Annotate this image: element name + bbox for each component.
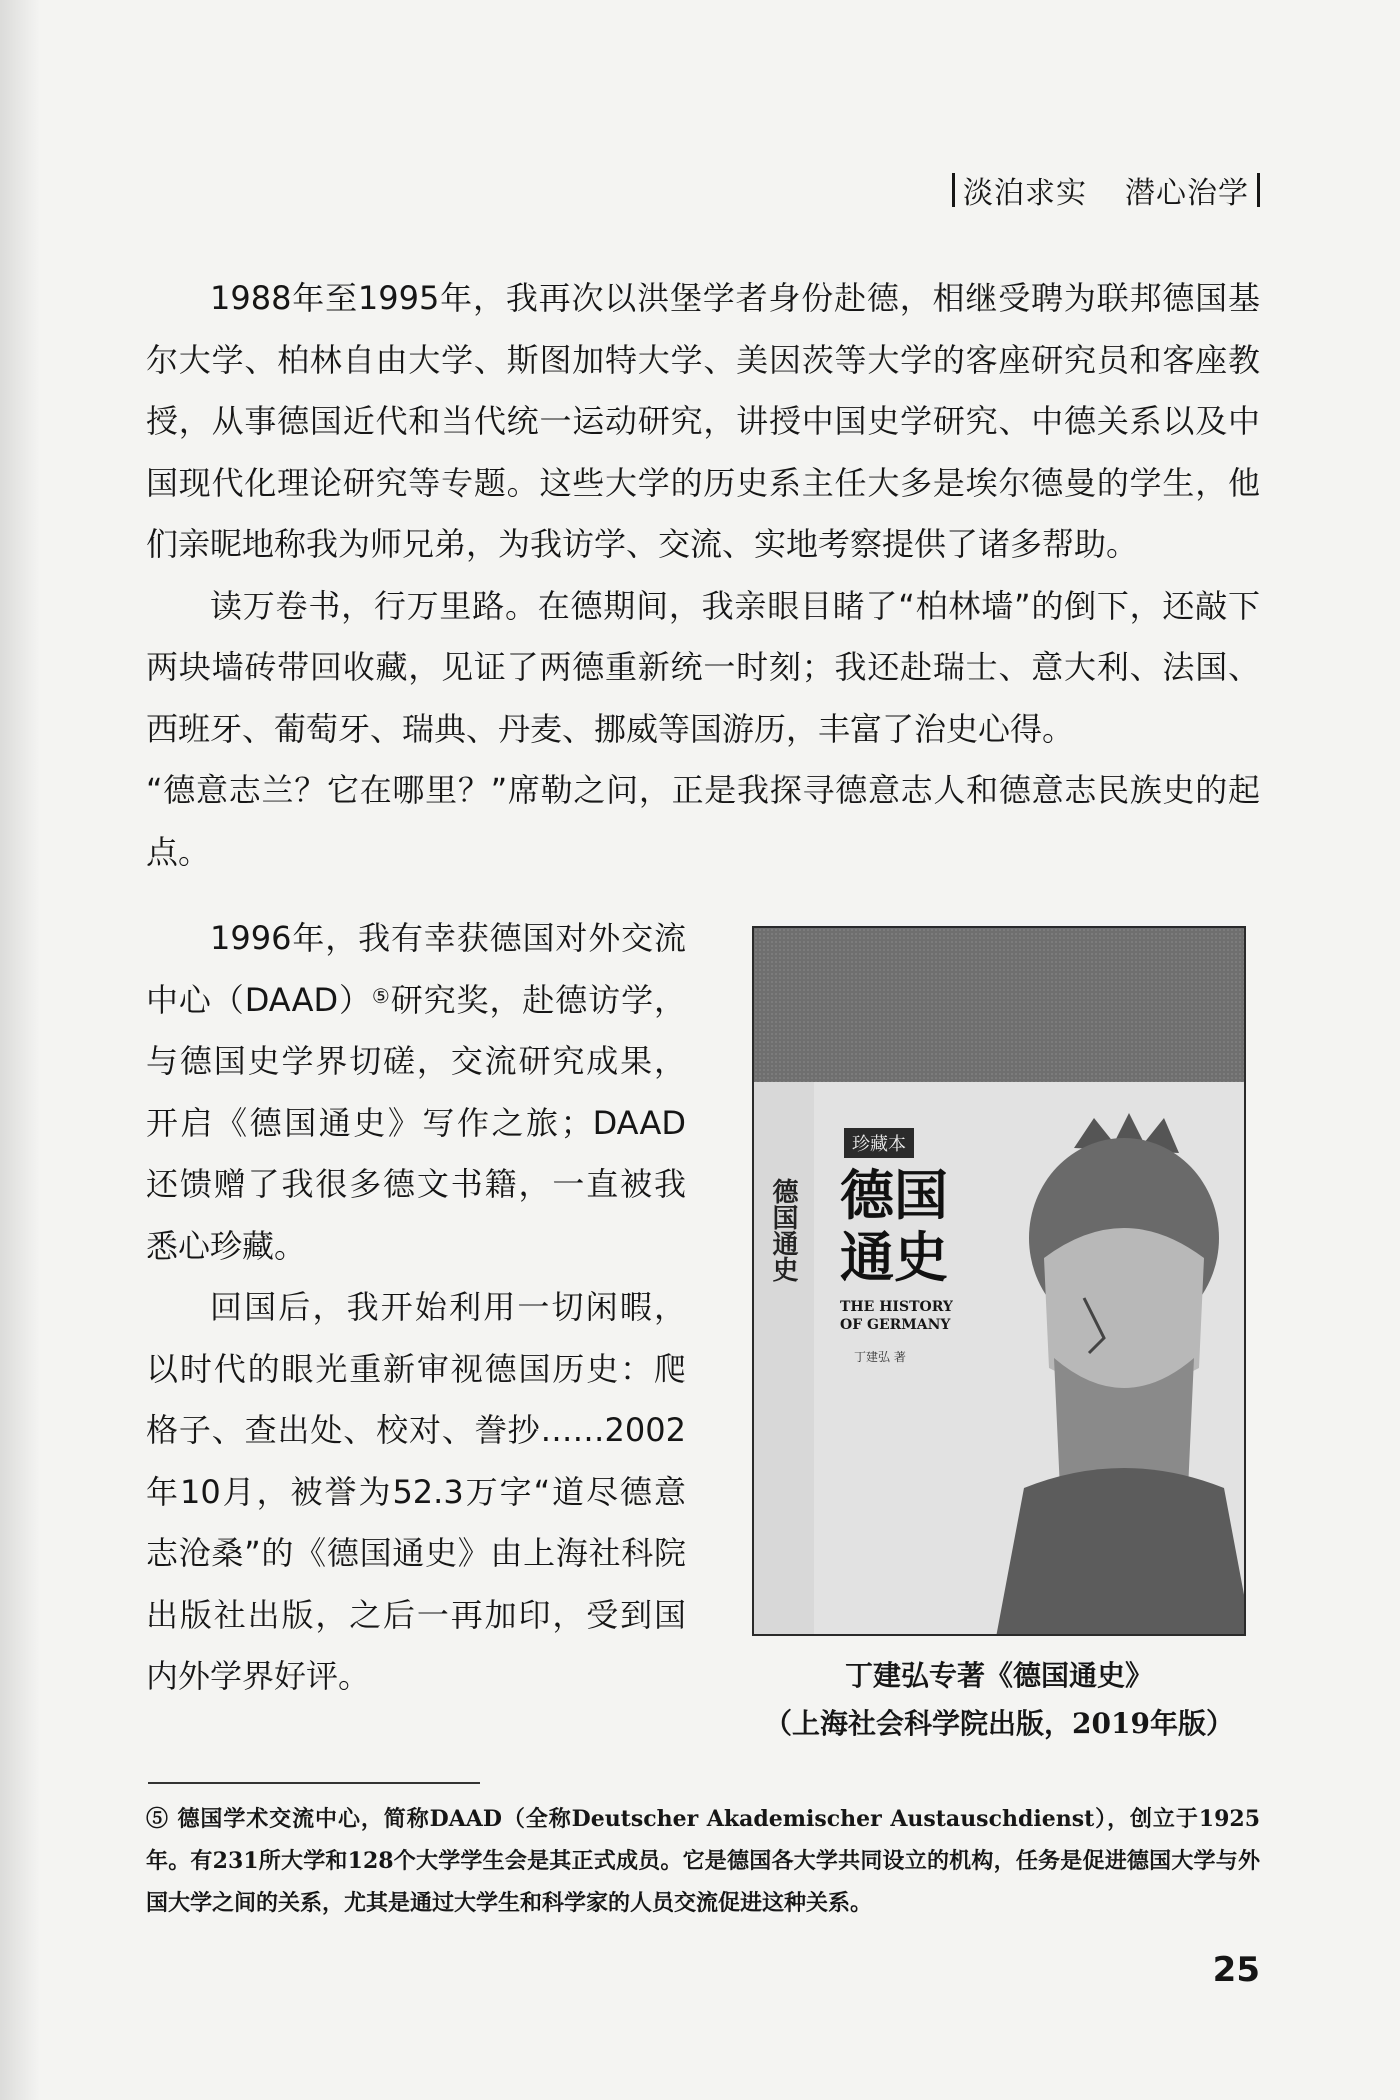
paragraph-4-before: 1996年，我有幸获德国对外交流中心（DAAD）: [146, 919, 686, 1019]
main-text: [146, 268, 1260, 883]
paragraph-1: 1988年至1995年，我再次以洪堡学者身份赴德，相继受聘为联邦德国基尔大学、柏林自由大学、斯图加特大学、美因茨等大学的客座研究员和客座教授，从事德国近代和当代统一运动研究，讲授中国史学研究、中德关系以及中国现代化理论研究等专题。这些大学的历史系主任大多是埃尔德曼的学生，他们亲昵地称我为师兄弟，为我访学、交流、实地考察提供了诸多帮助。: [146, 279, 1260, 563]
caption-line-1: 丁建弘专著《德国通史》: [844, 1659, 1153, 1692]
footnote: ⑤ 德国学术交流中心，简称DAAD（全称Deutscher Akademischer Austauschdienst），创立于1925年。有231所大学和128个大学学生会是其正式成员。它是德国各大学共同设立的机构，任务是促进德国大学与外国大学之间的关系，尤其是通过大学生和科学家的人员交流促进这种关系。: [146, 1806, 1260, 1916]
portrait-illustration: [954, 1108, 1246, 1636]
book-cover-title: 德国通史: [840, 1163, 948, 1289]
footnote-rule: [148, 1782, 480, 1784]
book-cover-author: 丁建弘 著: [854, 1350, 906, 1364]
footnote-mark: ⑤: [371, 983, 391, 1008]
paragraph-4: [146, 908, 686, 1277]
wrapped-text: [146, 908, 686, 1708]
book-spine-title: 德国通史: [768, 1178, 798, 1282]
running-head: [952, 168, 1260, 212]
figure-caption: [752, 1652, 1246, 1748]
running-head-right: 潜心治学: [1125, 176, 1249, 211]
book-cover-photo: [752, 926, 1246, 1636]
running-head-left: 淡泊求实: [963, 176, 1087, 211]
paragraph-4-after: 研究奖，赴德访学，与德国史学界切磋，交流研究成果，开启《德国通史》写作之旅；DAAD还馈赠了我很多德文书籍，一直被我悉心珍藏。: [146, 980, 686, 1265]
page-number: 25: [1212, 1950, 1260, 1990]
book-badge: 珍藏本: [844, 1128, 914, 1158]
paragraph-5: 回国后，我开始利用一切闲暇，以时代的眼光重新审视德国历史：爬格子、查出处、校对、誊抄……2002年10月，被誉为52.3万字“道尽德意志沧桑”的《德国通史》由上海社科院出版社出版，之后一再加印，受到国内外学界好评。: [146, 1288, 686, 1695]
paragraph-3: “德意志兰？它在哪里？”席勒之问，正是我探寻德意志人和德意志民族史的起点。: [146, 771, 1260, 871]
book-spine: [754, 1082, 816, 1634]
paragraph-2: 读万卷书，行万里路。在德期间，我亲眼目睹了“柏林墙”的倒下，还敲下两块墙砖带回收藏，见证了两德重新统一时刻；我还赴瑞士、意大利、法国、西班牙、葡萄牙、瑞典、丹麦、挪威等国游历，丰富了治史心得。: [146, 586, 1260, 748]
book-figure: [752, 926, 1246, 1748]
book-cover-english-title: THE HISTORY OF GERMANY: [840, 1299, 953, 1333]
caption-line-2: （上海社会科学院出版，2019年版）: [764, 1707, 1234, 1740]
book-top-edge: [754, 928, 1244, 1082]
running-head-bar-right: [1257, 173, 1260, 207]
running-head-bar-left: [952, 173, 955, 207]
